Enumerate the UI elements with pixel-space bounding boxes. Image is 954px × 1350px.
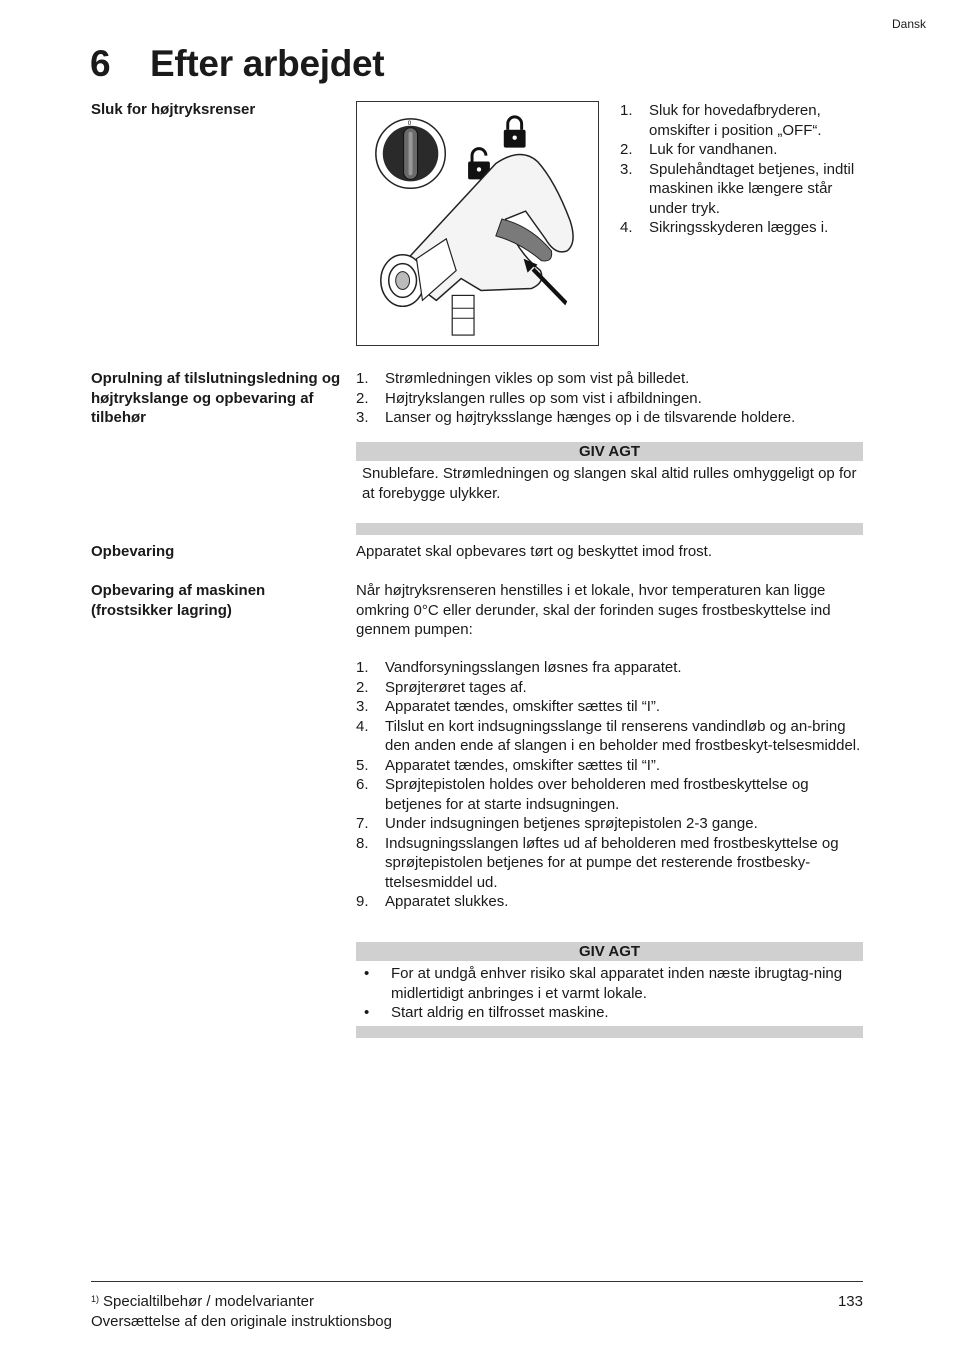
list-item: 3. Apparatet tændes, omskifter sættes til “I”. (356, 698, 661, 715)
caution-text: Snublefare. Strømledningen og slangen skal altid rulles omhyggeligt op for at forebygge ulykker. (362, 465, 857, 502)
list-item: 2. Sprøjterøret tages af. (356, 678, 527, 696)
spray-gun-illustration (356, 101, 599, 346)
list-item: 3. Lanser og højtryksslange hænges op i de tilsvarende holdere. (356, 409, 796, 426)
list-item: 7. Under indsugningen betjenes sprøjtepistolen 2-3 gange. (356, 815, 758, 832)
list-item: 9. Apparatet slukkes. (356, 893, 509, 910)
section-title-storage: Opbevaring (91, 543, 175, 560)
caution-heading: GIV AGT (356, 942, 863, 961)
storage-text: Apparatet skal opbevares tørt og beskyttet imod frost. (356, 543, 713, 560)
chapter-title: Efter arbejdet (150, 43, 385, 84)
caution-footer-bar (356, 1026, 863, 1038)
footnote (91, 1292, 314, 1312)
list-item: 1. Strømledningen vikles op som vist på billedet. (356, 370, 690, 387)
section-title-turn-off: Sluk for højtryksrenser (91, 101, 256, 118)
caution-footer-bar (356, 523, 863, 535)
svg-text:0: 0 (407, 119, 412, 127)
caution-bullets (356, 961, 863, 1026)
caution-box-tripping (356, 442, 863, 535)
frost-storage-intro: Når højtryksrenseren henstilles i et lokale, hvor temperaturen kan ligge omkring 0°C eller derunder, skal der forinden suges frostbeskyttelse ind gennem pumpen: (356, 582, 831, 638)
translation-note: Oversættelse af den originale instruktionsbog (91, 1313, 392, 1330)
page-number: 133 (837, 1293, 863, 1310)
list-item: 2. Højtrykslangen rulles op som vist i afbildningen. (356, 389, 702, 407)
list-item: 5. Apparatet tændes, omskifter sættes til “I”. (356, 756, 661, 774)
list-item: 6. Sprøjtepistolen holdes over beholderen med frostbeskyttelse og betjenes for at starte indsugningen. (356, 776, 809, 813)
section-title-frost-storage: Opbevaring af maskinen (frostsikker lagring) (91, 582, 266, 619)
list-item: 1. Sluk for hovedafbryderen, omskifter i position „OFF“. (620, 102, 822, 139)
section-title-rewinding: Oprulning af tilslutningsledning og højtrykslange og opbevaring af tilbehør (91, 370, 341, 426)
caution-box-frost (356, 942, 863, 1038)
footnote-mark: 1) (91, 1294, 100, 1304)
footer-divider (91, 1281, 863, 1282)
list-item: 4. Sikringsskyderen lægges i. (620, 219, 829, 236)
turn-off-steps (620, 101, 870, 238)
footnote-text: Specialtilbehør / modelvarianter (103, 1293, 314, 1310)
spray-gun-drawing (357, 102, 598, 345)
list-item: 4. Tilslut en kort indsugningsslange til renserens vandindløb og an-bring den anden ende af slangen i en beholder med frostbeskyt-telsesmiddel. (356, 717, 861, 754)
list-item: 2. Luk for vandhanen. (620, 141, 778, 158)
list-item: • For at undgå enhver risiko skal apparatet inden næste ibrugtag-ning midlertidigt anbringes i et varmt lokale. (364, 965, 843, 1002)
chapter-number: 6 (90, 43, 111, 84)
rewinding-steps (356, 369, 866, 428)
list-item: 8. Indsugningsslangen løftes ud af beholderen med frostbeskyttelse og sprøjtepistolen betjenes for at pumpe det resterende frostbesky-ttelsesmiddel ud. (356, 834, 839, 891)
frost-storage-steps (356, 658, 866, 912)
chapter-heading (90, 41, 384, 87)
list-item: 1. Vandforsyningsslangen løsnes fra apparatet. (356, 659, 682, 676)
list-item: 3. Spulehåndtaget betjenes, indtil maskinen ikke længere står under tryk. (620, 160, 855, 217)
caution-heading: GIV AGT (356, 442, 863, 461)
language-label: Dansk (891, 17, 926, 31)
list-item: • Start aldrig en tilfrosset maskine. (364, 1004, 609, 1021)
